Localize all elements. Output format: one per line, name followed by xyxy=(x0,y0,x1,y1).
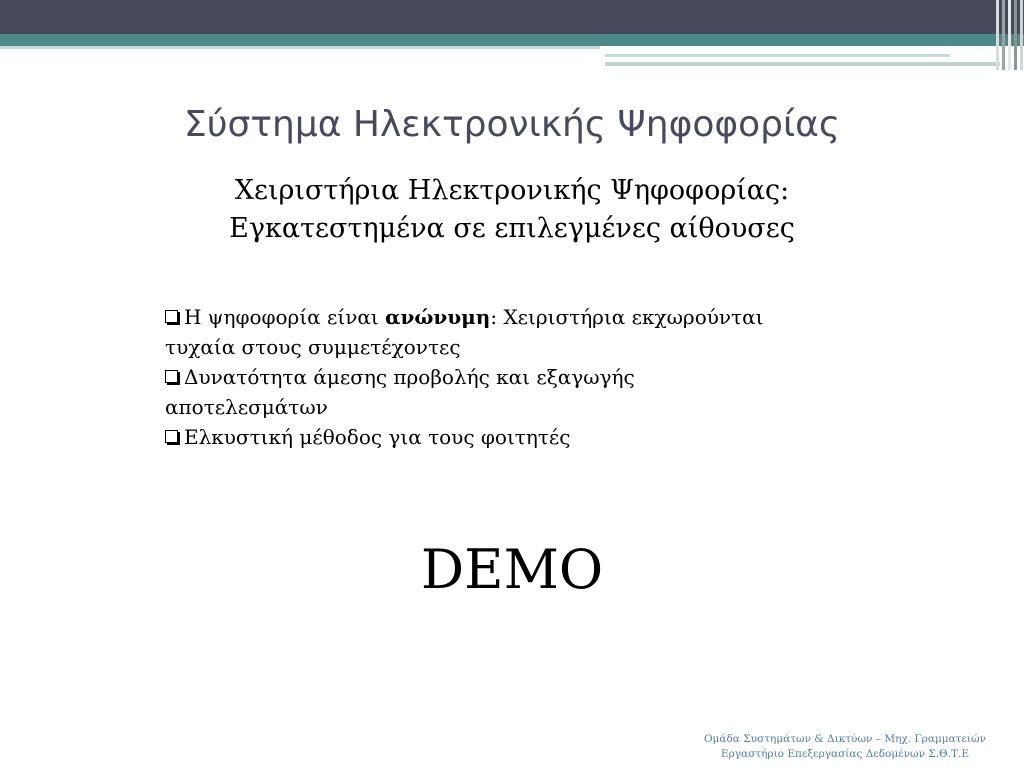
subtitle-line: Εγκατεστημένα σε επιλεγμένες αίθουσες xyxy=(229,213,795,244)
slide-title: Σύστημα Ηλεκτρονικής Ψηφοφορίας xyxy=(183,104,841,145)
header-line-light xyxy=(0,46,600,49)
header-line-light xyxy=(605,62,1000,66)
header-band-dark xyxy=(0,0,1024,34)
bullet-bold-text: ανώνυμη xyxy=(385,305,491,329)
checkbox-bullet-icon xyxy=(165,370,178,383)
bullet-item xyxy=(165,302,865,362)
checkbox-bullet-icon xyxy=(165,310,178,323)
slide-subtitle xyxy=(0,172,1024,248)
bullet-text: Δυνατότητα άμεσης προβολής και εξαγωγής xyxy=(184,365,635,389)
bullet-text: Η ψηφοφορία είναι xyxy=(184,305,386,329)
demo-label: DEMO xyxy=(420,538,604,601)
checkbox-bullet-icon xyxy=(165,430,178,443)
bullet-text: : Χειριστήρια εκχωρούνται xyxy=(490,305,764,329)
subtitle-line: Χειριστήρια Ηλεκτρονικής Ψηφοφορίας: xyxy=(234,175,790,206)
header-stripes xyxy=(994,0,1024,70)
footer-line: Εργαστήριο Επεξεργασίας Δεδομένων Σ.Θ.Τ.Ε xyxy=(720,748,970,760)
header-band-teal xyxy=(0,34,1024,46)
slide-footer xyxy=(704,732,986,762)
header-line-light xyxy=(605,54,950,57)
bullet-text: Ελκυστική μέθοδος για τους φοιτητές xyxy=(184,425,571,449)
bullet-text: αποτελεσμάτων xyxy=(165,395,328,419)
bullet-text: τυχαία στους συμμετέχοντες xyxy=(165,335,461,359)
footer-line: Ομάδα Συστημάτων & Δικτύων – Μηχ. Γραμματειών xyxy=(703,733,986,745)
bullet-item xyxy=(165,422,865,452)
bullet-list xyxy=(165,302,865,452)
bullet-item xyxy=(165,362,865,422)
